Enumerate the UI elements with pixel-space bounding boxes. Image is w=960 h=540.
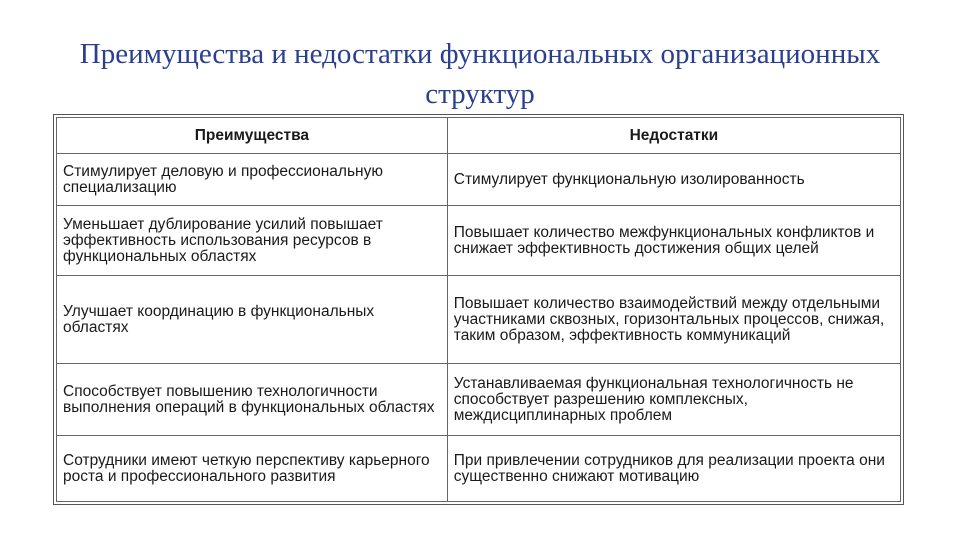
table-row xyxy=(57,276,901,364)
table-row xyxy=(57,154,901,206)
disadvantage-cell: При привлечении сотрудников для реализации проекта они существенно снижают мотивацию xyxy=(447,436,900,502)
disadvantage-cell: Повышает количество взаимодействий между отдельными участниками сквозных, горизонтальных процессов, снижая, таким образом, эффективность коммуникаций xyxy=(447,276,900,364)
advantage-cell: Уменьшает дублирование усилий повышает эффективность использования ресурсов в функциональных областях xyxy=(57,206,448,276)
comparison-table-frame xyxy=(53,114,904,505)
disadvantage-cell: Устанавливаемая функциональная технологичность не способствует разрешению комплексных, междисциплинарных проблем xyxy=(447,364,900,436)
slide-title-line-2: структур xyxy=(425,78,535,110)
header-disadvantages: Недостатки xyxy=(447,118,900,154)
slide-title xyxy=(0,34,960,114)
advantage-cell: Способствует повышению технологичности выполнения операций в функциональных областях xyxy=(57,364,448,436)
table-row xyxy=(57,206,901,276)
table-row xyxy=(57,364,901,436)
disadvantage-cell: Повышает количество межфункциональных конфликтов и снижает эффективность достижения общих целей xyxy=(447,206,900,276)
comparison-table xyxy=(56,117,901,502)
advantage-cell: Стимулирует деловую и профессиональную специализацию xyxy=(57,154,448,206)
disadvantage-cell: Стимулирует функциональную изолированность xyxy=(447,154,900,206)
slide-title-line-1: Преимущества и недостатки функциональных организационных xyxy=(79,38,881,70)
table-header-row xyxy=(57,118,901,154)
advantage-cell: Улучшает координацию в функциональных областях xyxy=(57,276,448,364)
table-row xyxy=(57,436,901,502)
advantage-cell: Сотрудники имеют четкую перспективу карьерного роста и профессионального развития xyxy=(57,436,448,502)
header-advantages: Преимущества xyxy=(57,118,448,154)
